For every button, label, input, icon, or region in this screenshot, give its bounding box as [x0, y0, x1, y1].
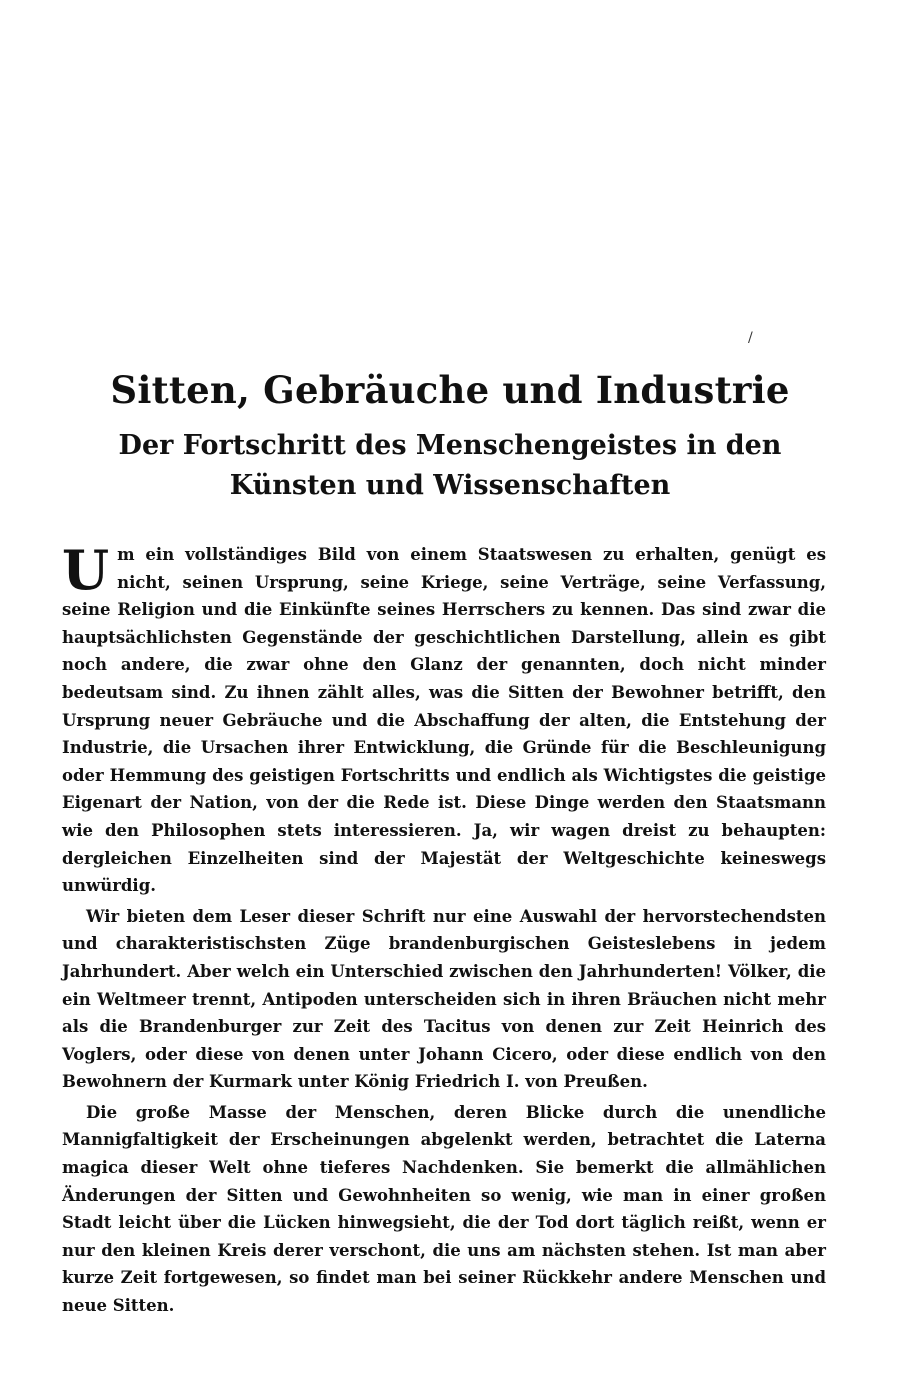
paragraph-3: Die große Masse der Menschen, deren Blicke durch die unendliche Mannigfaltigkeit der Erscheinungen abgelenkt werden, betrachtet die Laterna magica dieser Welt ohne tieferes Nachdenken. Sie bemerkt die allmählichen Änderungen der Sitten und Gewohnheiten so wenig, wie man in einer großen Stadt leicht über die Lücken hinwegsieht, die der Tod dort täglich reißt, wenn er nur den kleinen Kreis derer verschont, die uns am nächsten stehen. Ist man aber kurze Zeit fortgewesen, so findet man bei seiner Rückkehr andere Menschen und neue Sitten.: [62, 1102, 826, 1316]
paragraph-2: Wir bieten dem Leser dieser Schrift nur eine Auswahl der hervorstechendsten und charakteristischsten Züge brandenburgischen Geisteslebens in jedem Jahrhundert. Aber welch ein Unterschied zwischen den Jahrhunderten! Völker, die ein Weltmeer trennt, Antipoden unterscheiden sich in ihren Bräuchen nicht mehr als die Brandenburger zur Zeit des Tacitus von denen zur Zeit Heinrich des Voglers, oder diese von denen unter Johann Cicero, oder diese endlich von den Bewohnern der Kurmark unter König Friedrich I. von Preußen.: [62, 906, 826, 1092]
paragraph-1: [62, 538, 826, 900]
drop-cap: U: [62, 538, 110, 602]
chapter-title: Sitten, Gebräuche und Industrie: [110, 368, 790, 412]
chapter-body: [62, 538, 826, 1323]
paragraph-1-text: m ein vollständiges Bild von einem Staatswesen zu erhalten, genügt es nicht, seinen Ursprung, seine Kriege, seine Verträge, seine Verfassung, seine Religion und die Einkünfte seines Herrschers zu kennen. Das sind zwar die hauptsächlichsten Gegenstände der geschichtlichen Darstellung, allein es gibt noch andere, die zwar ohne den Glanz der genannten, doch nicht minder bedeutsam sind. Zu ihnen zählt alles, was die Sitten der Bewohner betrifft, den Ursprung neuer Gebräuche und die Abschaffung der alten, die Entstehung der Industrie, die Ursachen ihrer Entwicklung, die Gründe für die Beschleunigung oder Hemmung des geistigen Fortschritts und endlich als Wichtigstes die geistige Eigenart der Nation, von der die Rede ist. Diese Dinge werden den Staatsmann wie den Philosophen stets interessieren. Ja, wir wagen dreist zu behaupten: dergleichen Einzelheiten sind der Majestät der Weltgeschichte keineswegs unwürdig.: [62, 545, 826, 896]
chapter-subtitle: Der Fortschritt des Menschengeistes in den Künsten und Wissenschaften: [118, 430, 782, 501]
page-mark: /: [748, 330, 753, 346]
